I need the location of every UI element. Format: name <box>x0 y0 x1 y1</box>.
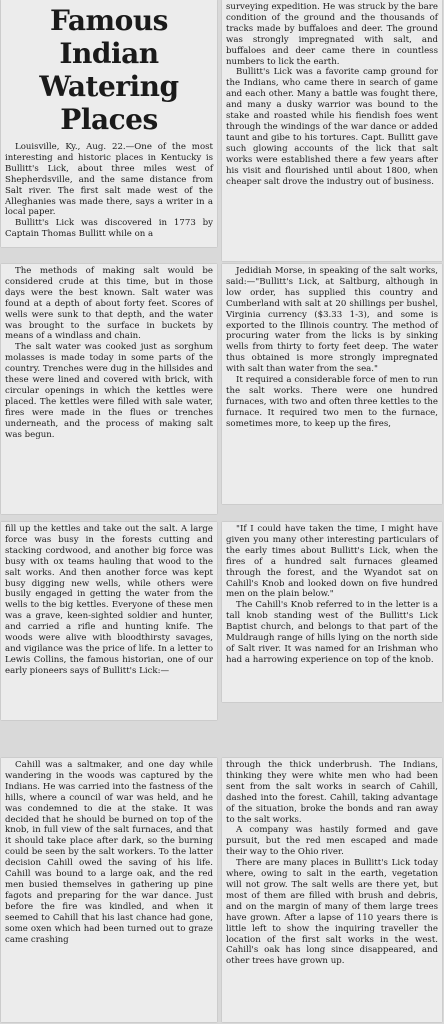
paragraph: fill up the kettles and take out the salt. A large force was busy in the forests cutting and stacking cordwood, and another big force was busy with ox teams hauling that wood to the salt works. And then another force was kept busy digging new wells, while others were busily engaged in getting the water from the wells to the big kettles. Everyone of these men was a grave, keen-sighted soldier and hunter, and carried a rifle and hunting knife. The woods were alive with bloodthirsty savages, and vigilance was the price of life. In a letter to Lewis Collins, the famous historian, one of our early pioneers says of Bullitt's Lick:— <box>5 524 213 676</box>
paragraph: "If I could have taken the time, I might have given you many other interesting particulars of the early times about Bullitt's Lick, when the fires of a hundred salt furnaces gleamed through the forest, and the Wyandot sat on Cahill's Knob and looked down on five hundred men on the plain below." <box>226 524 438 600</box>
headline-line-2: Watering <box>39 70 179 103</box>
paragraph: A company was hastily formed and gave pursuit, but the red men escaped and made their way to the Ohio river. <box>226 825 438 858</box>
paragraph: The salt water was cooked just as sorghum molasses is made today in some parts of the country. Trenches were dug in the hillsides and these were lined and covered with brick, with circular openings in which the kettles were placed. The kettles were filled with sale water, fires were made in the flues or trenches underneath, and the process of making salt was begun. <box>5 342 213 440</box>
article-headline <box>5 4 213 136</box>
paragraph: Louisville, Ky., Aug. 22.—One of the most interesting and historic places in Kentucky is Bullitt's Lick, about three miles west of Shepherdsville, and the same distance from Salt river. The first salt made west of the Alleghanies was made there, says a writer in a local paper. <box>5 142 213 218</box>
paragraph: Cahill was a saltmaker, and one day while wandering in the woods was captured by the Indians. He was carried into the fastness of the hills, where a council of war was held, and he was condemned to die at the stake. It was decided that he should be burned on top of the knob, in full view of the salt furnaces, and that it should take place after dark, so the burning could be seen by the salt workers. To the latter decision Cahill owed the saving of his life. Cahill was bound to a large oak, and the red men busied themselves in gathering up pine fagots and preparing for the war dance. Just before the fire was kindled, and when it seemed to Cahill that his last chance had gone, some oxen which had been turned out to graze came crashing <box>5 760 213 945</box>
paragraph: It required a considerable force of men to run the salt works. There were one hundred furnaces, with two and often three kettles to the furnace. It required two men to the furnace, sometimes more, to keep up the fires, <box>226 375 438 429</box>
article-clip-5 <box>1 522 217 720</box>
paragraph: There are many places in Bullitt's Lick today where, owing to salt in the earth, vegetation will not grow. The salt wells are there yet, but most of them are filled with brush and debris, and on the margin of many of them large trees have grown. After a lapse of 110 years there is little left to show the inquiring traveller the location of the first salt works in the west. Cahill's oak has long since disappeared, and other trees have grown up. <box>226 858 438 967</box>
paragraph: Jedidiah Morse, in speaking of the salt works, said:—"Bullitt's Lick, at Saltburg, although in low order, has supplied this country and Cumberland with salt at 20 shillings per bushel, Virginia currency ($3.33 1-3), and some is exported to the Illinois country. The method of procuring water from the licks is by sinking wells from thirty to forty feet deep. The water thus obtained is more strongly impregnated with salt than water from the sea." <box>226 266 438 375</box>
article-clip-6 <box>222 522 442 702</box>
article-clip-2 <box>222 0 442 261</box>
paragraph: Bullitt's Lick was discovered in 1773 by Captain Thomas Bullitt while on a <box>5 218 213 240</box>
headline-line-1: Famous Indian <box>50 4 168 70</box>
paragraph: through the thick underbrush. The Indians, thinking they were white men who had been sent from the salt works in search of Cahill, dashed into the forest. Cahill, taking advantage of the situation, broke the bonds and ran away to the salt works. <box>226 760 438 825</box>
paragraph: surveying expedition. He was struck by the bare condition of the ground and the thousands of tracks made by buffaloes and deer. The ground was strongly impregnated with salt, and buffaloes and deer came there in countless numbers to lick the earth. <box>226 2 438 67</box>
article-clip-8 <box>222 758 442 1022</box>
article-clip-4 <box>222 264 442 504</box>
paragraph: The methods of making salt would be considered crude at this time, but in those days were the best known. Salt water was found at a depth of about forty feet. Scores of wells were sunk to that depth, and the water was brought to the surface in buckets by means of a windlass and chain. <box>5 266 213 342</box>
article-clip-3 <box>1 264 217 514</box>
headline-line-3: Places <box>60 103 158 136</box>
paragraph: The Cahill's Knob referred to in the letter is a tall knob standing west of the Bullitt's Lick Baptist church, and belongs to that part of the Muldraugh range of hills lying on the north side of Salt river. It was named for an Irishman who had a harrowing experience on top of the knob. <box>226 600 438 665</box>
article-clip-7 <box>1 758 217 1022</box>
article-clip-1 <box>1 0 217 247</box>
paragraph: Bullitt's Lick was a favorite camp ground for the Indians, who came there in search of game and each other. Many a battle was fought there, and many a dusky warrior was bound to the stake and roasted while his fiendish foes went through the windings of the war dance or added taunt and gibe to his tortures. Capt. Bullitt gave such glowing accounts of the lick that salt works were established there a few years after his visit and flourished until about 1800, when cheaper salt drove the industry out of business. <box>226 67 438 187</box>
